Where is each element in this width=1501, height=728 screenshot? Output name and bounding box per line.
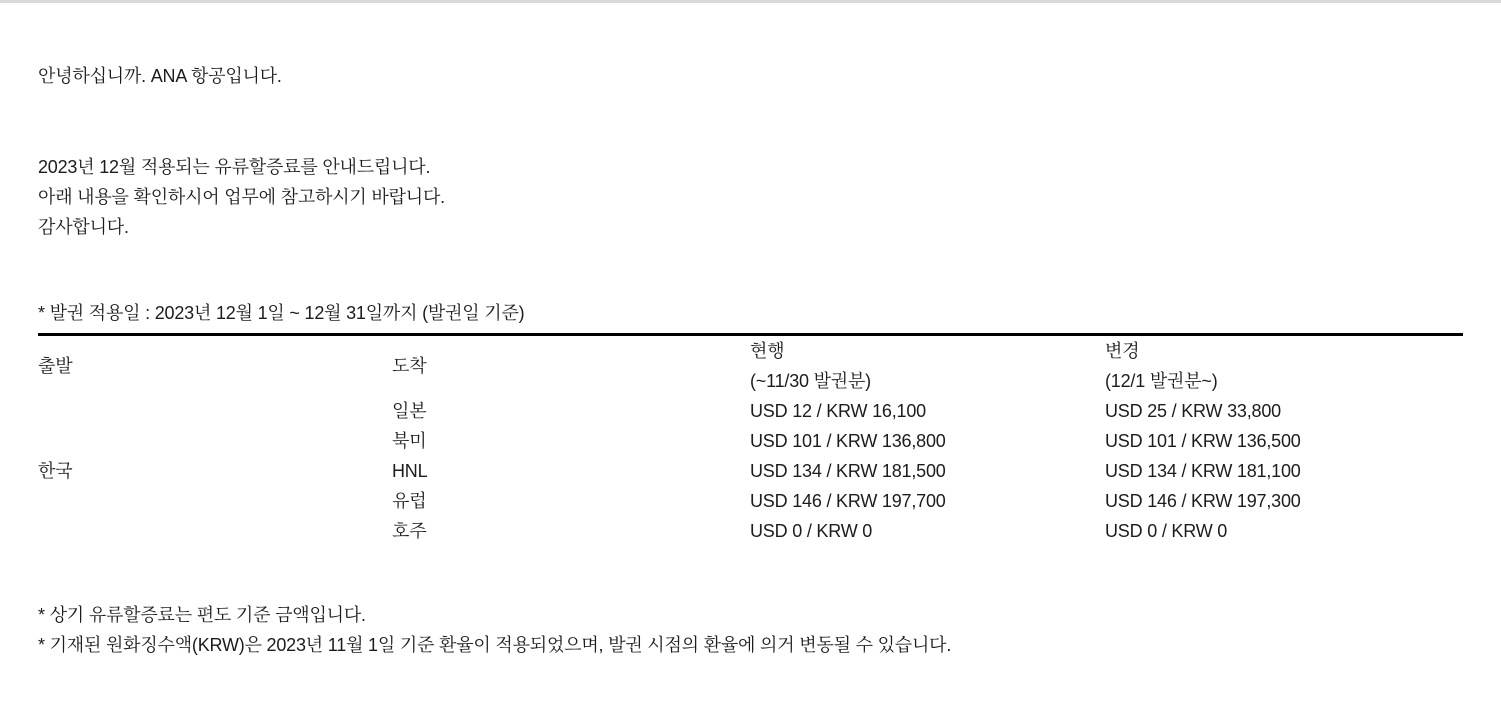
current-fare-cell: USD 101 / KRW 136,800: [750, 431, 946, 451]
changed-fare-cell: USD 134 / KRW 181,100: [1105, 461, 1301, 481]
current-fare-cell: USD 146 / KRW 197,700: [750, 491, 946, 511]
arrival-cell: HNL: [392, 461, 428, 481]
header-current: [750, 335, 1105, 397]
header-changed-label: 변경: [1105, 341, 1140, 361]
arrival-cell: 북미: [392, 431, 427, 451]
header-current-label: 현행: [750, 341, 785, 361]
current-fare-cell: USD 0 / KRW 0: [750, 521, 873, 541]
arrival-cell: 일본: [392, 401, 427, 421]
intro-line-2: 아래 내용을 확인하시어 업무에 참고하시기 바랍니다.: [38, 187, 445, 207]
fuel-surcharge-table: [38, 333, 1463, 546]
footnote-line-2: * 기재된 원화징수액(KRW)은 2023년 11월 1일 기준 환율이 적용되었으며, 발권 시점의 환율에 의거 변동될 수 있습니다.: [38, 635, 952, 655]
intro-line-1: 2023년 12월 적용되는 유류할증료를 안내드립니다.: [38, 157, 431, 177]
table-row: [38, 396, 1463, 426]
header-changed: [1105, 335, 1463, 397]
intro-line-3: 감사합니다.: [38, 217, 129, 237]
header-arrival: 도착: [392, 356, 427, 376]
ticketing-period-text: * 발권 적용일 : 2023년 12월 1일 ~ 12월 31일까지 (발권일 기준): [38, 303, 525, 323]
greeting-text: 안녕하십니까. ANA 항공입니다.: [38, 66, 282, 86]
header-changed-sub: (12/1 발권분~): [1105, 371, 1218, 391]
intro-paragraph: [38, 152, 1463, 242]
header-departure: 출발: [38, 356, 73, 376]
changed-fare-cell: USD 101 / KRW 136,500: [1105, 431, 1301, 451]
changed-fare-cell: USD 146 / KRW 197,300: [1105, 491, 1301, 511]
footnote-line-1: * 상기 유류할증료는 편도 기준 금액입니다.: [38, 605, 366, 625]
table-header-row: [38, 335, 1463, 397]
arrival-cell: 유럽: [392, 491, 427, 511]
header-current-sub: (~11/30 발권분): [750, 371, 871, 391]
current-fare-cell: USD 12 / KRW 16,100: [750, 401, 926, 421]
arrival-cell: 호주: [392, 521, 427, 541]
changed-fare-cell: USD 0 / KRW 0: [1105, 521, 1228, 541]
changed-fare-cell: USD 25 / KRW 33,800: [1105, 401, 1281, 421]
fuel-surcharge-notice: [0, 3, 1501, 660]
current-fare-cell: USD 134 / KRW 181,500: [750, 461, 946, 481]
footnotes: [38, 600, 1463, 660]
departure-cell: 한국: [38, 461, 73, 481]
